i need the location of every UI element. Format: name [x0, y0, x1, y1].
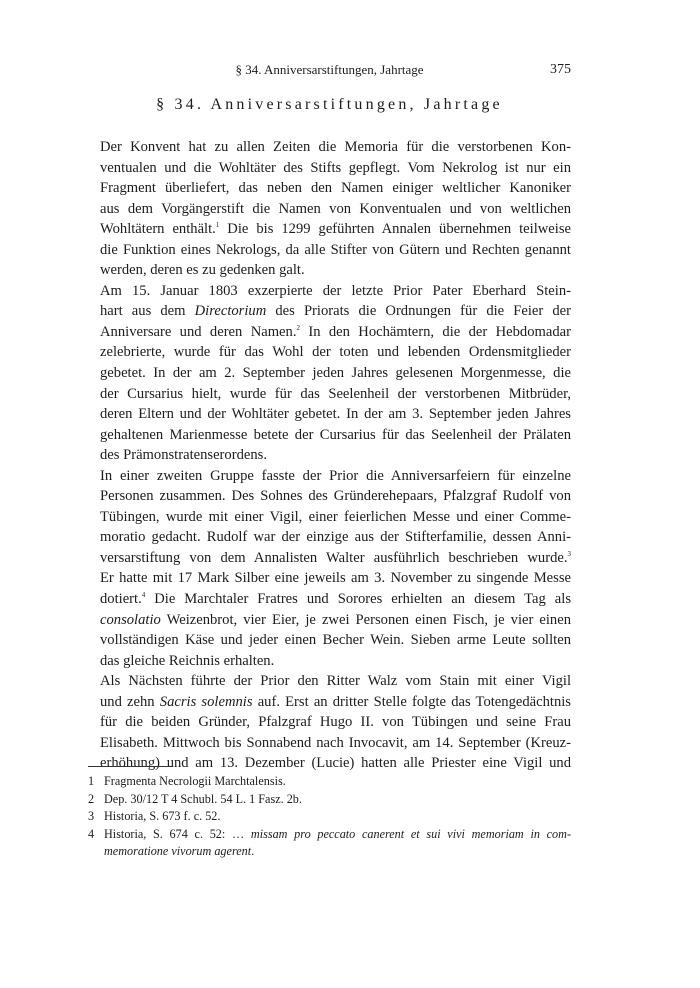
footnote: [88, 773, 571, 791]
paragraph: [88, 137, 571, 281]
italic-quote: missam pro peccato canerent et sui vivi memoriam in com-: [250, 826, 572, 841]
text-line: [88, 301, 571, 322]
text-segment: Wohltätern enthält.: [100, 221, 216, 238]
text-line: [88, 322, 571, 343]
footnotes: [88, 773, 571, 861]
text-line: erhöhung) und am 13. Dezember (Lucie) hatten alle Priester eine Vigil und: [100, 755, 571, 772]
text-segment: versarstiftung von dem Annalisten Walter ausführlich beschrieben wurde.: [100, 549, 568, 566]
footnote-text: Fragmenta Necrologii Marchtalensis.: [104, 774, 286, 788]
main-text: [88, 137, 571, 774]
text-line: Fragment überliefert, das neben den Namen einiger weltlicher Kanoniker: [100, 180, 571, 197]
paragraph: [88, 281, 571, 466]
text-line: gebetet. In der am 2. September jeden Jahres gelesenen Morgenmesse, die: [100, 365, 571, 382]
italic-term: Sacris solemnis: [159, 693, 253, 710]
text-line: moratio gedacht. Rudolf war der einzige aus der Stifterfamilie, dessen Anni-: [100, 529, 571, 546]
text-segment: hart aus dem: [100, 303, 186, 320]
text-line: aus dem Vorgängerstift die Namen von Konventualen und von weltlichen: [100, 200, 571, 217]
text-segment: In den Hochämtern, die der Hebdomadar: [308, 323, 571, 340]
text-line: [88, 219, 571, 240]
text-segment: dotiert.: [100, 591, 142, 608]
text-line: die Funktion eines Nekrologs, da alle Stifter von Gütern und Rechten genannt: [100, 241, 571, 258]
text-segment: des Priorats die Ordnungen für die Feier der: [275, 303, 571, 320]
text-line: Personen zusammen. Des Sohnes des Gründerehepaars, Pfalzgraf Rudolf von: [100, 488, 571, 505]
text-segment: Die bis 1299 geführten Annalen übernehmen teilweise: [227, 221, 571, 238]
text-segment: Historia, S. 674 c. 52: …: [104, 826, 245, 841]
text-line: ventualen und die Wohltäter des Stifts gepflegt. Vom Nekrolog ist nur ein: [100, 159, 571, 176]
footnote-marker: 1: [215, 221, 220, 230]
text-line: In einer zweiten Gruppe fasste der Prior die Anniversarfeiern für einzelne: [100, 467, 571, 484]
text-segment: Weizenbrot, vier Eier, je zwei Personen einen Fisch, je vier einen: [166, 611, 571, 628]
footnote-text: Dep. 30/12 T 4 Schubl. 54 L. 1 Fasz. 2b.: [104, 791, 302, 806]
text-segment: auf. Erst an dritter Stelle folgte das Totengedächtnis: [257, 693, 571, 710]
paragraph: [88, 466, 571, 671]
text-line: [88, 548, 571, 569]
text-line: des Prämonstratenserordens.: [100, 447, 267, 464]
text-line: Elisabeth. Mittwoch bis Sonnabend nach Invocavit, am 14. September (Kreuz-: [100, 734, 571, 751]
text-line: vollständigen Käse und jeder einen Becher Wein. Sieben arme Leute sollten: [100, 632, 571, 649]
text-line: für die beiden Gründer, Pfalzgraf Hugo II. von Tübingen und seine Frau: [100, 714, 571, 731]
italic-term: Directorium: [194, 303, 267, 320]
footnote-text: [104, 826, 571, 861]
running-head: [88, 62, 571, 82]
footnote: [88, 826, 571, 861]
text-line: [88, 589, 571, 610]
text-line: [88, 610, 571, 631]
text-line: Am 15. Januar 1803 exzerpierte der letzte Prior Pater Eberhard Stein-: [100, 282, 571, 299]
text-line: [104, 826, 571, 844]
text-line: [104, 843, 571, 861]
italic-quote: memoratione vivorum agerent: [104, 844, 252, 858]
footnote-number: 3: [88, 809, 95, 823]
footnote-number: 4: [88, 826, 95, 841]
footnote-number: 1: [88, 774, 95, 788]
text-line: werden, deren es zu gedenken galt.: [100, 262, 305, 279]
footnote-divider: [88, 766, 173, 767]
footnote: [88, 808, 571, 826]
text-segment: und zehn: [100, 693, 155, 710]
text-line: Er hatte mit 17 Mark Silber eine jeweils am 3. November zu singende Messe: [100, 570, 571, 587]
text-segment: Die Marchtaler Fratres und Sorores erhielten an diesem Tag als: [154, 591, 571, 608]
text-line: das gleiche Reichnis erhalten.: [100, 652, 275, 669]
text-line: der Cursarius hielt, wurde für das Seelenheil der verstorbenen Mitbrüder,: [100, 385, 571, 402]
text-line: [88, 692, 571, 713]
text-line: gehaltenen Marienmesse betete der Cursarius für das Seelenheil der Prälaten: [100, 426, 571, 443]
footnote-text: Historia, S. 673 f. c. 52.: [104, 809, 221, 823]
footnote: [88, 791, 571, 809]
footnote-marker: 4: [141, 591, 146, 600]
page-number: 375: [550, 62, 571, 77]
footnote-number: 2: [88, 791, 95, 806]
text-line: deren Eltern und der Wohltäter gebetet. In der am 3. September jeden Jahres: [100, 406, 571, 423]
text-line: Tübingen, wurde mit einer Vigil, einer feierlichen Messe und einer Comme-: [100, 508, 571, 525]
italic-term: consolatio: [100, 611, 161, 628]
section-heading: § 34. Anniversarstiftungen, Jahrtage: [156, 96, 503, 113]
text-line: Als Nächsten führte der Prior den Ritter Walz vom Stain mit einer Vigil: [100, 673, 571, 690]
text-segment: Anniversare und deren Namen.: [100, 323, 297, 340]
text-line: Der Konvent hat zu allen Zeiten die Memoria für die verstorbenen Kon-: [100, 139, 571, 155]
footnote-marker: 2: [296, 323, 300, 332]
paragraph: [88, 671, 571, 774]
footnote-marker: 3: [567, 549, 571, 558]
text-line: zelebrierte, wurde für das Wohl der toten und lebenden Ordensmitglieder: [100, 344, 571, 361]
running-head-title: § 34. Anniversarstiftungen, Jahrtage: [235, 62, 424, 77]
text-segment: .: [251, 844, 255, 858]
